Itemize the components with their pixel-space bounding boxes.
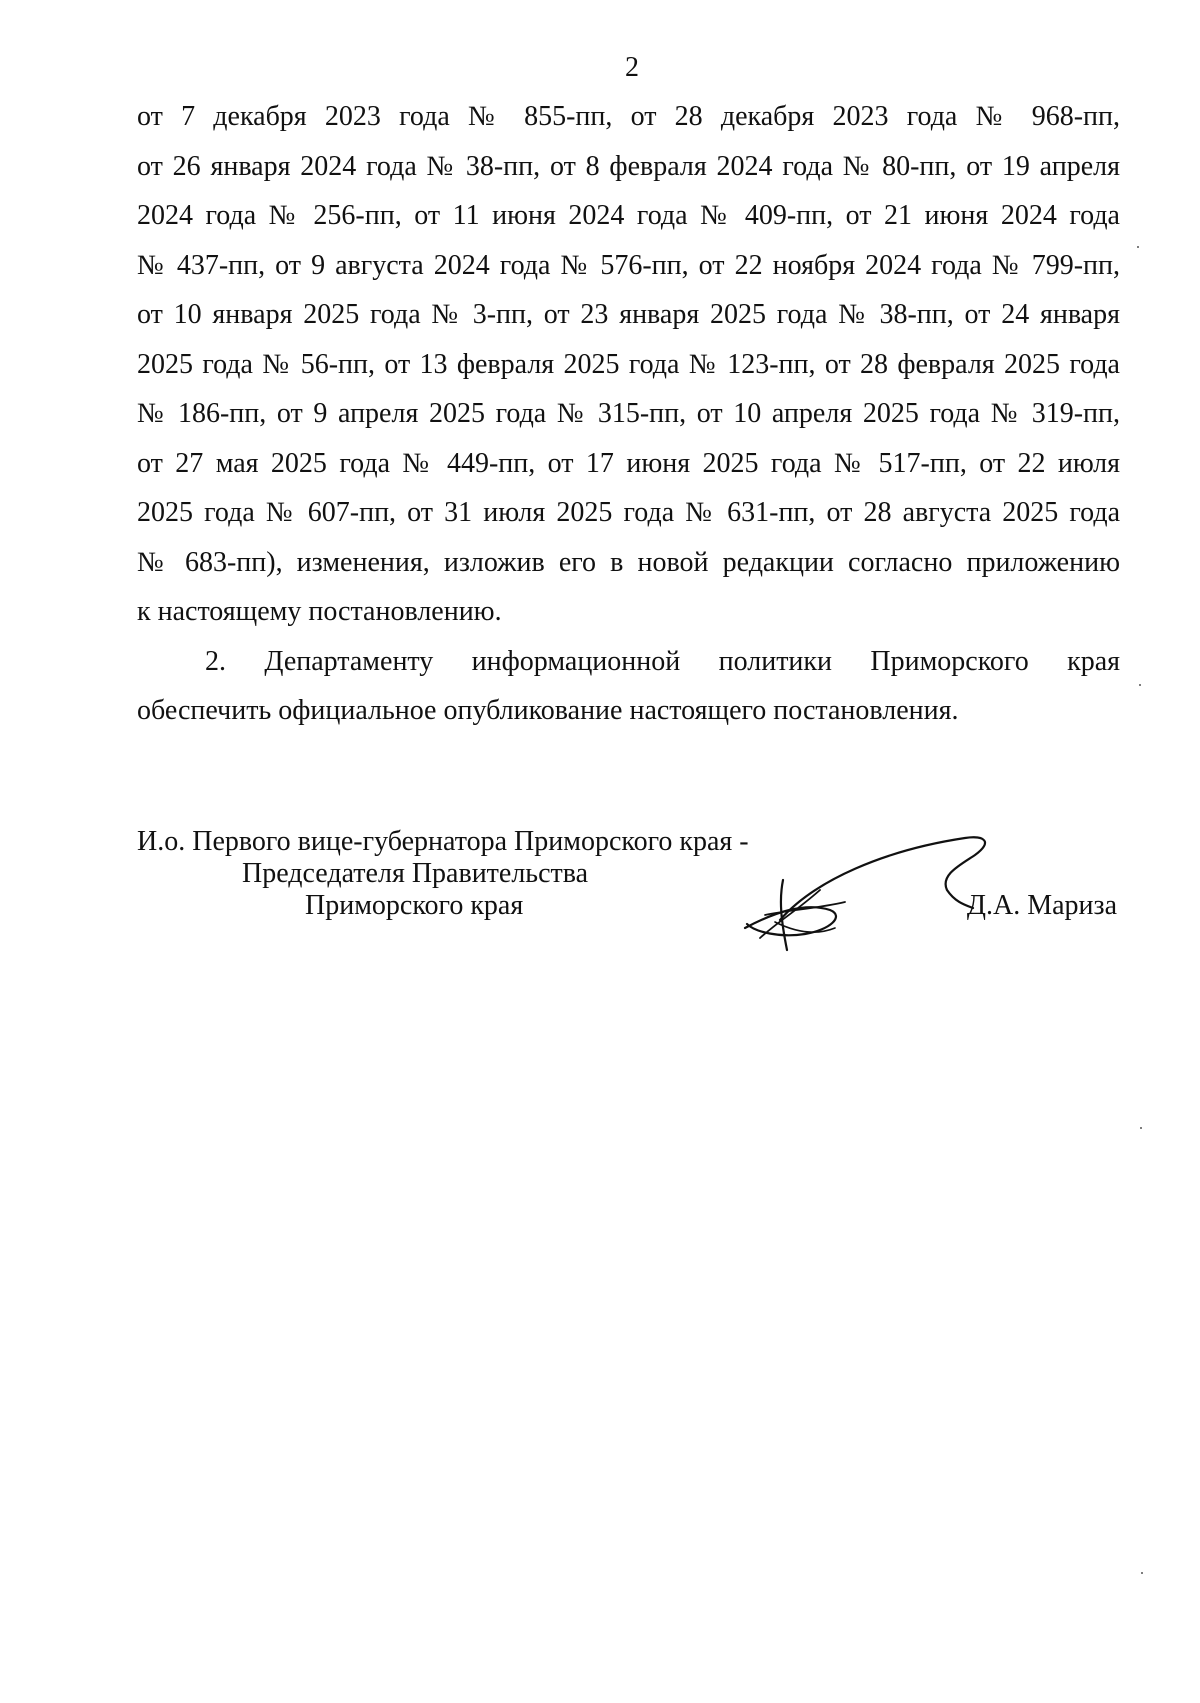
body-line: 2024 года № 256-пп, от 11 июня 2024 года № 409-пп, от 21 июня 2024 года <box>137 200 1120 231</box>
handwritten-signature <box>735 820 995 960</box>
body-line: 2025 года № 56-пп, от 13 февраля 2025 года № 123-пп, от 28 февраля 2025 года <box>137 348 1120 380</box>
body-line: № 437-пп, от 9 августа 2024 года № 576-пп, от 22 ноября 2024 года № 799-пп, <box>137 249 1120 281</box>
paragraph-2-line: обеспечить официальное опубликование настоящего постановления. <box>137 695 959 726</box>
body-text <box>137 92 1120 736</box>
paragraph-2-line: 2. Департаменту информационной политики Приморского края <box>205 645 1120 677</box>
body-line: 2025 года № 607-пп, от 31 июля 2025 года № 631-пп, от 28 августа 2025 года <box>137 497 1120 528</box>
body-line: № 186-пп, от 9 апреля 2025 года № 315-пп, от 10 апреля 2025 года № 319-пп, <box>137 398 1120 429</box>
scan-speck <box>1139 684 1141 686</box>
scan-speck <box>1140 1127 1142 1129</box>
scan-speck <box>1141 1572 1143 1574</box>
signatory-title-line: Приморского края <box>305 890 524 921</box>
body-line: к настоящему постановлению. <box>137 596 502 627</box>
signatory-name: Д.А. Мариза <box>966 890 1117 921</box>
signatory-title-line: Председателя Правительства <box>242 858 589 889</box>
body-line: от 26 января 2024 года № 38-пп, от 8 февраля 2024 года № 80-пп, от 19 апреля <box>137 150 1120 182</box>
body-line: от 27 мая 2025 года № 449-пп, от 17 июня 2025 года № 517-пп, от 22 июля <box>137 447 1120 479</box>
signatory-title-line: И.о. Первого вице-губернатора Приморского края - <box>137 826 749 857</box>
body-line: от 7 декабря 2023 года № 855-пп, от 28 декабря 2023 года № 968-пп, <box>137 101 1120 132</box>
page-number: 2 <box>625 52 639 83</box>
scan-speck <box>1137 246 1139 248</box>
body-line: от 10 января 2025 года № 3-пп, от 23 января 2025 года № 38-пп, от 24 января <box>137 299 1120 330</box>
body-line: № 683-пп), изменения, изложив его в новой редакции согласно приложению <box>137 546 1120 578</box>
